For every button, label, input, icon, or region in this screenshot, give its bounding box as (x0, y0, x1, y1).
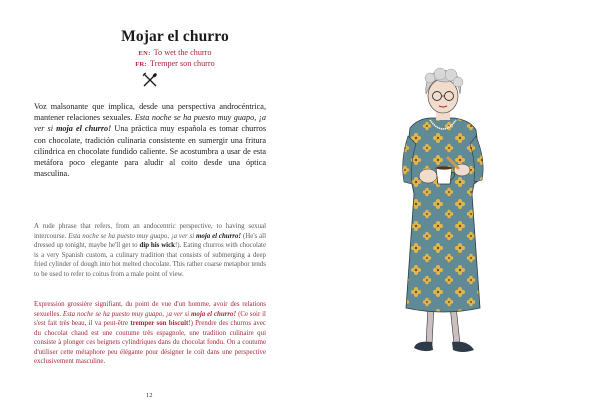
french-definition-text: Expression grossière signifiant, du point de vue d'un homme, avoir des relations sexuelles. (34, 301, 266, 318)
spanish-definition (34, 101, 266, 179)
french-definition (34, 300, 266, 367)
page-title: Mojar el churro (121, 28, 229, 45)
english-translation (60, 48, 290, 57)
french-explanation: !) Prendre des churros avec du chocolat chaud est une coutume très espagnole, une tradition culinaire qui consiste à plonger ces beignets cylindriques dans du chocolat fondu. On a coutume d'utiliser cette métaphore peu élégante pour désigner le coït dans une perspective exclusivement masculine. (34, 320, 266, 365)
french-translation (60, 59, 290, 68)
english-gloss-bold: dip his wick (139, 242, 175, 249)
french-gloss-bold: tremper son biscuit (130, 320, 189, 327)
spanish-example: Esta noche se ha puesto muy guapo, ¡a ver si (34, 113, 266, 134)
english-explanation: Eating churros with chocolate is a very Spanish custom, a culinary tradition that consists of submerging a deep fried cylinder of dough into hot melted chocolate. This rather coarse metaphor tends to be used to refer to coitus from a male point of view. (34, 242, 267, 278)
french-translation-text: Tremper son churro (150, 59, 215, 68)
english-example: Esta noche se ha puesto muy guapo, ¡a ver si (68, 232, 195, 240)
english-translation-text: To wet the churro (153, 48, 212, 57)
english-example-bold: moja el churro! (196, 232, 242, 240)
english-definition (34, 222, 266, 279)
cutlery-icon (142, 72, 158, 88)
spanish-example-bold: moja el churro! (56, 124, 112, 134)
spanish-definition-text: Voz malsonante que implica, desde una perspectiva androcéntrica, mantener relaciones sexuales. (34, 102, 266, 123)
english-definition-text: A rude phrase that refers, from an andocentric perspective, to having sexual intercourse. (34, 223, 266, 240)
french-gloss: (Ce soir il s'est fait très beau, il va peut-être (34, 310, 266, 327)
english-gloss: (He's all dressed up tonight, maybe he'll get to (34, 232, 266, 249)
french-example: Esta noche se ha puesto muy guapo, ¡a ver si (62, 310, 190, 318)
french-label: FR: (135, 61, 147, 68)
english-label: EN: (138, 50, 151, 57)
english-gloss-end: !). (174, 242, 182, 249)
spanish-explanation: Una práctica muy española es tomar churros con chocolate, tradición culinaria consistente en sumergir una fritura cilíndrica en chocolate fundido caliente. Se acostumbra a usar de esta metáfora poco elegante para aludir al coito desde una óptica masculina. (34, 124, 267, 179)
elderly-woman-illustration (388, 66, 498, 366)
page-number: 12 (146, 392, 153, 399)
french-example-bold: moja el churro! (191, 310, 237, 318)
